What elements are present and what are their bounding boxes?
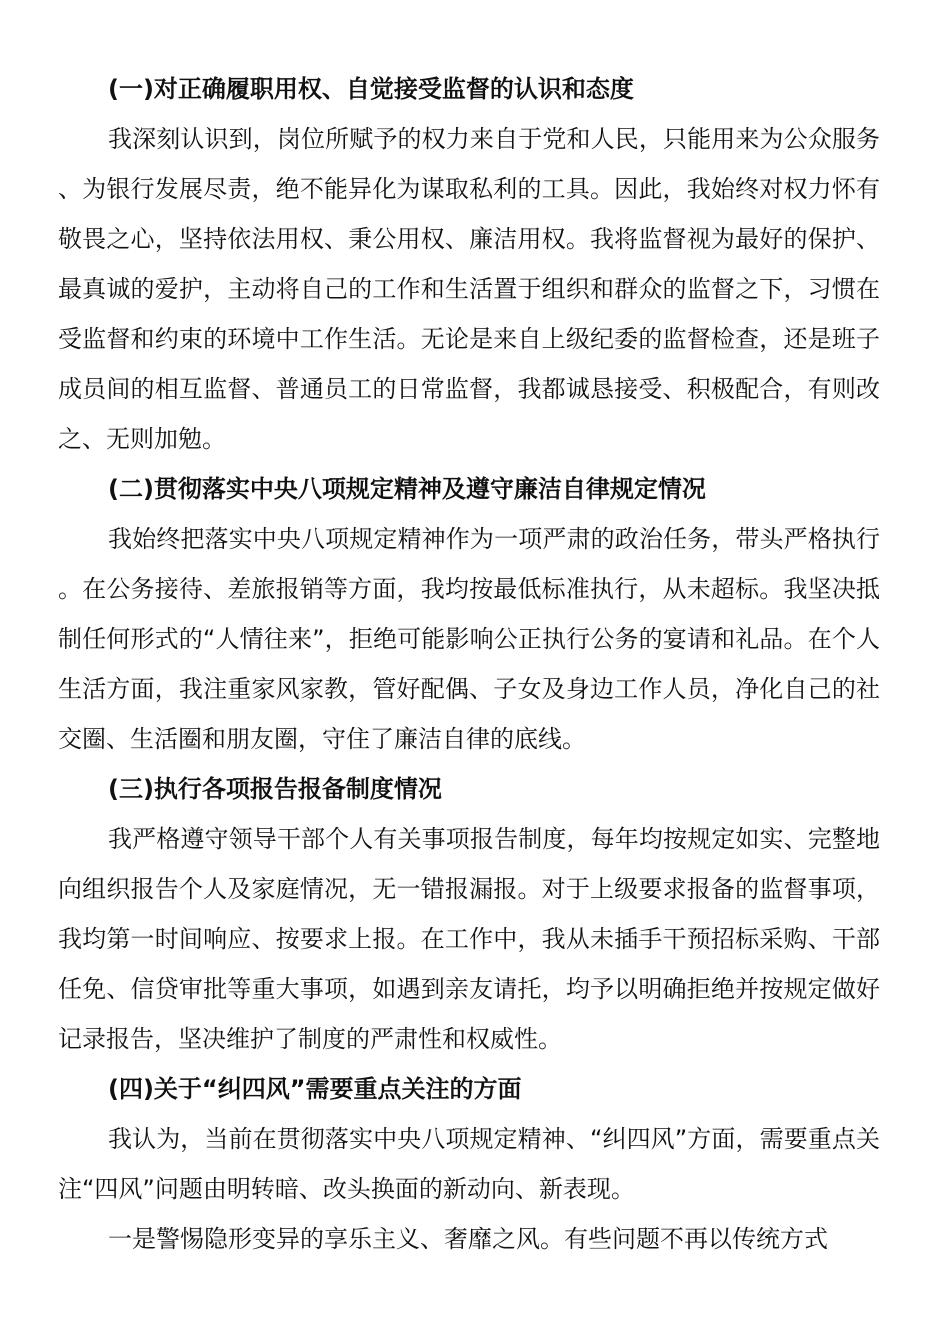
- section-2: [58, 464, 880, 764]
- section-4: [58, 1064, 880, 1264]
- section-paragraph: 一是警惕隐形变异的享乐主义、奢靡之风。有些问题不再以传统方式: [108, 1225, 828, 1253]
- section-paragraph: 我严格遵守领导干部个人有关事项报告制度，每年均按规定如实、完整地向组织报告个人及家庭情况，无一错报漏报。对于上级要求报备的监督事项，我均第一时间响应、按要求上报。在工作中，我从未插手干预招标采购、干部任免、信贷审批等重大事项，如遇到亲友请托，均予以明确拒绝并按规定做好记录报告，坚决维护了制度的严肃性和权威性。: [58, 825, 880, 1053]
- section-paragraph: 我始终把落实中央八项规定精神作为一项严肃的政治任务，带头严格执行。在公务接待、差旅报销等方面，我均按最低标准执行，从未超标。我坚决抵制任何形式的“人情往来”，拒绝可能影响公正执行公务的宴请和礼品。在个人生活方面，我注重家风家教，管好配偶、子女及身边工作人员，净化自己的社交圈、生活圈和朋友圈，守住了廉洁自律的底线。: [58, 525, 880, 753]
- section-paragraph: 我认为，当前在贯彻落实中央八项规定精神、“纠四风”方面，需要重点关注“四风”问题由明转暗、改头换面的新动向、新表现。: [58, 1125, 880, 1203]
- document-page: [58, 64, 880, 1264]
- section-heading: (四)关于“纠四风”需要重点关注的方面: [108, 1075, 522, 1103]
- section-3: [58, 764, 880, 1064]
- section-heading: (三)执行各项报告报备制度情况: [108, 775, 442, 803]
- section-heading: (二)贯彻落实中央八项规定精神及遵守廉洁自律规定情况: [108, 475, 706, 503]
- section-heading: (一)对正确履职用权、自觉接受监督的认识和态度: [108, 75, 634, 103]
- section-paragraph: 我深刻认识到，岗位所赋予的权力来自于党和人民，只能用来为公众服务、为银行发展尽责，绝不能异化为谋取私利的工具。因此，我始终对权力怀有敬畏之心，坚持依法用权、秉公用权、廉洁用权。我将监督视为最好的保护、最真诚的爱护，主动将自己的工作和生活置于组织和群众的监督之下，习惯在受监督和约束的环境中工作生活。无论是来自上级纪委的监督检查，还是班子成员间的相互监督、普通员工的日常监督，我都诚恳接受、积极配合，有则改之、无则加勉。: [58, 125, 880, 453]
- section-1: [58, 64, 880, 464]
